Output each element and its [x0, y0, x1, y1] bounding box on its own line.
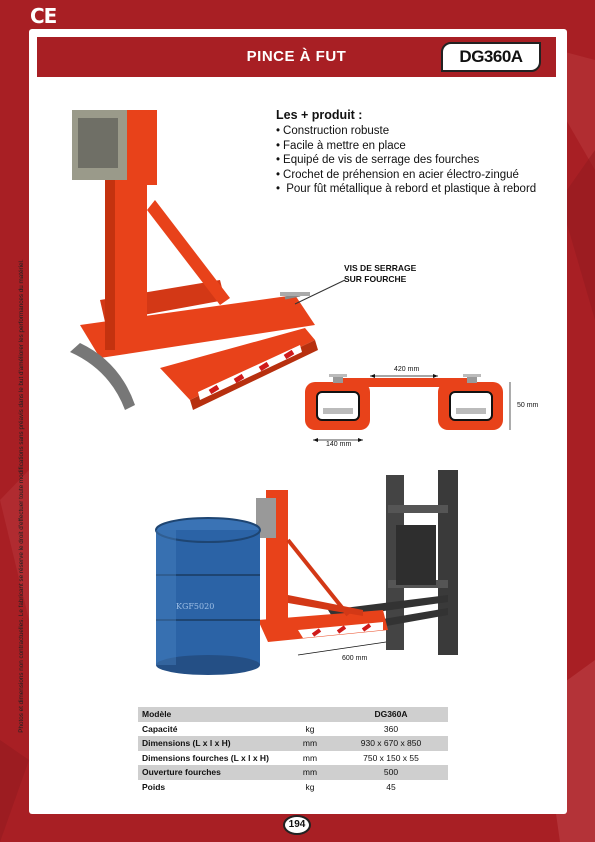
table-row — [138, 722, 448, 737]
features-heading: Les + produit : — [276, 108, 363, 122]
spec-label: Dimensions (L x l x H) — [138, 736, 286, 751]
table-row — [138, 765, 448, 780]
feature-item: • Facile à mettre en place — [276, 139, 536, 154]
specs-table — [138, 707, 448, 794]
spec-label: Capacité — [142, 723, 178, 734]
dimension-length: 600 mm — [342, 655, 368, 662]
spec-unit: mm — [286, 736, 334, 751]
spec-unit: kg — [305, 723, 315, 734]
spec-value: 930 x 670 x 850 — [334, 736, 448, 751]
ce-mark: CE — [30, 4, 57, 28]
features-list — [276, 108, 536, 197]
spec-label: Modèle — [138, 707, 286, 722]
feature-item: • Construction robuste — [276, 124, 536, 139]
callout-arrow — [290, 278, 350, 308]
callout-line: SUR FOURCHE — [344, 274, 407, 284]
product-image-drum-forklift — [148, 470, 468, 675]
feature-item: • Equipé de vis de serrage des fourches — [276, 153, 536, 168]
dimension-width: 140 mm — [326, 441, 352, 448]
drum-label: KGF5020 — [176, 602, 215, 611]
model-badge: DG360A — [441, 42, 541, 72]
table-row — [138, 751, 448, 766]
table-row — [138, 707, 448, 722]
callout-clamp-screw — [344, 263, 416, 285]
spec-label: Dimensions fourches (L x l x H) — [142, 752, 269, 763]
spec-unit — [286, 707, 334, 722]
feature-item: • Pour fût métallique à rebord et plastique à rebord — [276, 182, 536, 197]
spec-value: 750 x 150 x 55 — [363, 752, 419, 763]
spec-value: 360 — [383, 723, 399, 734]
dimension-height: 50 mm — [517, 402, 539, 409]
page-number: 194 — [283, 815, 311, 835]
table-row — [138, 736, 448, 751]
spec-label: Poids — [142, 781, 166, 792]
spec-unit: kg — [305, 781, 315, 792]
spec-value: DG360A — [334, 707, 448, 722]
spec-value: 500 — [334, 765, 448, 780]
spec-label: Ouverture fourches — [138, 765, 286, 780]
table-row — [138, 780, 448, 795]
page-title: PINCE À FUT — [246, 48, 347, 65]
spec-value: 45 — [386, 781, 396, 792]
spec-unit: mm — [286, 765, 334, 780]
dimension-gap: 420 mm — [394, 366, 420, 373]
feature-item: • Crochet de préhension en acier électro-zingué — [276, 168, 536, 183]
callout-line: VIS DE SERRAGE — [344, 263, 417, 273]
spec-unit: mm — [302, 752, 318, 763]
disclaimer-note: Photos et dimensions non contractuelles. Le fabricant se réserve le droit d'effectuer toute modifications sans préavis dans le but d'améliorer les performances du matériel. — [18, 259, 25, 733]
